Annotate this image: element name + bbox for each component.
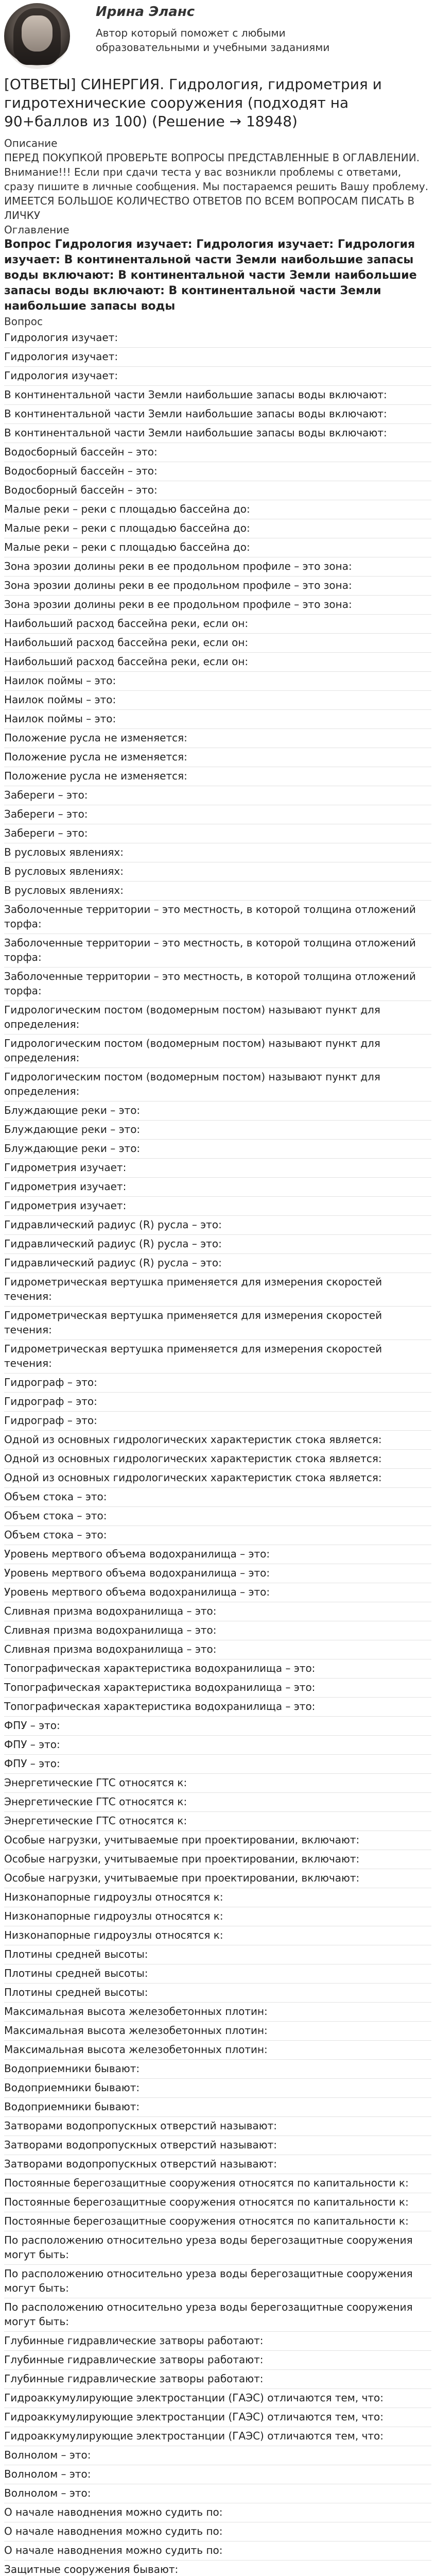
question-item: Гидрометрия изучает: xyxy=(4,1159,431,1178)
question-item: Одной из основных гидрологических характеристик стока является: xyxy=(4,1469,431,1488)
question-item: Наилок поймы – это: xyxy=(4,710,431,729)
question-item: Плотины средней высоты: xyxy=(4,1984,431,2003)
question-item: Наибольший расход бассейна реки, если он: xyxy=(4,653,431,672)
question-item: Водоприемники бывают: xyxy=(4,2079,431,2098)
question-item: Гидравлический радиус (R) русла – это: xyxy=(4,1254,431,1273)
question-item: Водосборный бассейн – это: xyxy=(4,462,431,481)
question-item: Сливная призма водохранилища – это: xyxy=(4,1602,431,1621)
question-item: По расположению относительно уреза воды берегозащитные сооружения могут быть: xyxy=(4,2231,431,2265)
question-item: Затворами водопропускных отверстий называют: xyxy=(4,2155,431,2174)
question-item: Объем стока – это: xyxy=(4,1488,431,1507)
question-item: В континентальной части Земли наибольшие запасы воды включают: xyxy=(4,424,431,443)
author-card xyxy=(4,3,426,69)
question-item: Низконапорные гидроузлы относятся к: xyxy=(4,1907,431,1926)
question-item: Блуждающие реки – это: xyxy=(4,1101,431,1121)
question-heading: Вопрос Гидрология изучает: Гидрология изучает: Гидрология изучает: В континентальной части Земли наибольшие запасы воды включают: В континентальной части Земли наибольшие запасы воды включают: В континентальной части Земли наибольшие запасы воды xyxy=(4,238,417,313)
question-item: Наибольший расход бассейна реки, если он: xyxy=(4,615,431,634)
question-item: Топографическая характеристика водохранилища – это: xyxy=(4,1679,431,1698)
question-item: Водоприемники бывают: xyxy=(4,2098,431,2117)
page-title: [ОТВЕТЫ] СИНЕРГИЯ. Гидрология, гидрометрия и гидротехнические сооружения (подходят на 90+баллов из 100) (Решение → 18948) xyxy=(4,76,382,130)
question-item: Энергетические ГТС относятся к: xyxy=(4,1774,431,1793)
question-item: Сливная призма водохранилища – это: xyxy=(4,1621,431,1640)
question-item: По расположению относительно уреза воды берегозащитные сооружения могут быть: xyxy=(4,2298,431,2332)
question-item: Гидрометрическая вертушка применяется для измерения скоростей течения: xyxy=(4,1307,431,1340)
question-item: Забереги – это: xyxy=(4,786,431,805)
question-item: Объем стока – это: xyxy=(4,1526,431,1545)
description-line-2: Внимание!!! Если при сдачи теста у вас возникли проблемы с ответами, сразу пишите в личные сообщения. Мы постараемся решить Вашу проблему. xyxy=(4,166,429,193)
question-item: Постоянные берегозащитные сооружения относятся по капитальности к: xyxy=(4,2174,431,2193)
question-item: Заболоченные территории – это местность, в которой толщина отложений торфа: xyxy=(4,934,431,968)
question-item: Глубинные гидравлические затворы работают: xyxy=(4,2332,431,2351)
question-item: Топографическая характеристика водохранилища – это: xyxy=(4,1659,431,1679)
question-item: Водосборный бассейн – это: xyxy=(4,443,431,462)
question-item: Топографическая характеристика водохранилища – это: xyxy=(4,1698,431,1717)
question-item: Гидроаккумулирующие электростанции (ГАЭС) отличаются тем, что: xyxy=(4,2427,431,2446)
question-item: Положение русла не изменяется: xyxy=(4,748,431,767)
question-item: Особые нагрузки, учитываемые при проектировании, включают: xyxy=(4,1850,431,1869)
question-item: Максимальная высота железобетонных плотин: xyxy=(4,2003,431,2022)
question-item: Заболоченные территории – это местность, в которой толщина отложений торфа: xyxy=(4,901,431,934)
question-item: Особые нагрузки, учитываемые при проектировании, включают: xyxy=(4,1869,431,1888)
question-item: Волнолом – это: xyxy=(4,2465,431,2484)
question-item: Глубинные гидравлические затворы работают: xyxy=(4,2370,431,2389)
question-item: Положение русла не изменяется: xyxy=(4,767,431,786)
question-item: Волнолом – это: xyxy=(4,2446,431,2465)
question-item: Блуждающие реки – это: xyxy=(4,1140,431,1159)
question-item: Гидравлический радиус (R) русла – это: xyxy=(4,1235,431,1254)
question-item: Одной из основных гидрологических характеристик стока является: xyxy=(4,1450,431,1469)
question-item: Сливная призма водохранилища – это: xyxy=(4,1640,431,1659)
question-item: Волнолом – это: xyxy=(4,2484,431,2503)
question-item: Гидрометрия изучает: xyxy=(4,1178,431,1197)
question-item: Гидрологическим постом (водомерным постом) называют пункт для определения: xyxy=(4,1035,431,1068)
question-item: Наилок поймы – это: xyxy=(4,672,431,691)
question-item: О начале наводнения можно судить по: xyxy=(4,2541,431,2561)
question-item: Затворами водопропускных отверстий называют: xyxy=(4,2117,431,2136)
question-item: Зона эрозии долины реки в ее продольном профиле – это зона: xyxy=(4,577,431,596)
question-item: Малые реки – реки с площадью бассейна до: xyxy=(4,538,431,557)
question-item: Затворами водопропускных отверстий называют: xyxy=(4,2136,431,2155)
question-item: В русловых явлениях: xyxy=(4,843,431,862)
question-item: ФПУ – это: xyxy=(4,1717,431,1736)
question-item: Низконапорные гидроузлы относятся к: xyxy=(4,1888,431,1907)
document-content xyxy=(4,75,431,2576)
question-item: Гидрометрическая вертушка применяется для измерения скоростей течения: xyxy=(4,1273,431,1307)
question-item: Гидроаккумулирующие электростанции (ГАЭС) отличаются тем, что: xyxy=(4,2389,431,2408)
avatar-face xyxy=(22,15,53,52)
question-item: Малые реки – реки с площадью бассейна до: xyxy=(4,519,431,538)
question-item: ФПУ – это: xyxy=(4,1736,431,1755)
question-item: Гидроаккумулирующие электростанции (ГАЭС) отличаются тем, что: xyxy=(4,2408,431,2427)
question-item: Глубинные гидравлические затворы работают: xyxy=(4,2351,431,2370)
toc-label: Оглавление xyxy=(4,224,69,236)
question-item: Защитные сооружения бывают: xyxy=(4,2561,431,2576)
question-item: Энергетические ГТС относятся к: xyxy=(4,1812,431,1831)
question-item: Особые нагрузки, учитываемые при проектировании, включают: xyxy=(4,1831,431,1850)
question-item: Гидрология изучает: xyxy=(4,329,431,348)
question-item: Плотины средней высоты: xyxy=(4,1964,431,1984)
question-item: Зона эрозии долины реки в ее продольном профиле – это зона: xyxy=(4,596,431,615)
question-item: В континентальной части Земли наибольшие запасы воды включают: xyxy=(4,405,431,424)
question-item: В русловых явлениях: xyxy=(4,862,431,882)
question-item: Максимальная высота железобетонных плотин: xyxy=(4,2041,431,2060)
question-item: Уровень мертвого объема водохранилища – это: xyxy=(4,1583,431,1602)
question-item: Водоприемники бывают: xyxy=(4,2060,431,2079)
question-item: ФПУ – это: xyxy=(4,1755,431,1774)
question-item: Гидрограф – это: xyxy=(4,1412,431,1431)
question-item: Гидрологическим постом (водомерным постом) называют пункт для определения: xyxy=(4,1068,431,1101)
question-item: Объем стока – это: xyxy=(4,1507,431,1526)
description-line-1: ПЕРЕД ПОКУПКОЙ ПРОВЕРЬТЕ ВОПРОСЫ ПРЕДСТАВЛЕННЫЕ В ОГЛАВЛЕНИИ. xyxy=(4,151,420,164)
question-list xyxy=(4,329,431,2576)
question-item: Гидрограф – это: xyxy=(4,1393,431,1412)
question-item: О начале наводнения можно судить по: xyxy=(4,2522,431,2541)
question-item: Гидрологическим постом (водомерным постом) называют пункт для определения: xyxy=(4,1001,431,1035)
question-item: Гидравлический радиус (R) русла – это: xyxy=(4,1216,431,1235)
question-item: Гидрометрическая вертушка применяется для измерения скоростей течения: xyxy=(4,1340,431,1374)
question-item: Максимальная высота железобетонных плотин: xyxy=(4,2022,431,2041)
question-item: Заболоченные территории – это местность, в которой толщина отложений торфа: xyxy=(4,968,431,1001)
description-line-3: ИМЕЕТСЯ БОЛЬШОЕ КОЛИЧЕСТВО ОТВЕТОВ ПО ВСЕМ ВОПРОСАМ ПИСАТЬ В ЛИЧКУ xyxy=(4,195,415,222)
question-item: Положение русла не изменяется: xyxy=(4,729,431,748)
question-item: Наилок поймы – это: xyxy=(4,691,431,710)
question-item: Гидрограф – это: xyxy=(4,1374,431,1393)
question-item: Забереги – это: xyxy=(4,805,431,824)
question-item: В русловых явлениях: xyxy=(4,882,431,901)
question-item: Водосборный бассейн – это: xyxy=(4,481,431,500)
question-item: Одной из основных гидрологических характеристик стока является: xyxy=(4,1431,431,1450)
question-item: В континентальной части Земли наибольшие запасы воды включают: xyxy=(4,386,431,405)
question-item: Малые реки – реки с площадью бассейна до: xyxy=(4,500,431,519)
question-item: Зона эрозии долины реки в ее продольном профиле – это зона: xyxy=(4,557,431,577)
question-item: Постоянные берегозащитные сооружения относятся по капитальности к: xyxy=(4,2212,431,2231)
question-item: Гидрология изучает: xyxy=(4,367,431,386)
author-name[interactable]: Ирина Эланс xyxy=(96,4,195,20)
question-item: О начале наводнения можно судить по: xyxy=(4,2503,431,2522)
question-label: Вопрос xyxy=(4,315,43,328)
question-item: Забереги – это: xyxy=(4,824,431,843)
question-item: Низконапорные гидроузлы относятся к: xyxy=(4,1926,431,1945)
question-item: Гидрометрия изучает: xyxy=(4,1197,431,1216)
question-item: Плотины средней высоты: xyxy=(4,1945,431,1964)
question-item: По расположению относительно уреза воды берегозащитные сооружения могут быть: xyxy=(4,2265,431,2298)
question-item: Энергетические ГТС относятся к: xyxy=(4,1793,431,1812)
author-avatar[interactable] xyxy=(4,3,70,69)
question-item: Наибольший расход бассейна реки, если он: xyxy=(4,634,431,653)
question-item: Гидрология изучает: xyxy=(4,348,431,367)
author-description: Автор который поможет с любыми образовательными и учебными заданиями xyxy=(96,27,330,54)
question-item: Постоянные берегозащитные сооружения относятся по капитальности к: xyxy=(4,2193,431,2212)
description-label: Описание xyxy=(4,137,58,149)
question-item: Уровень мертвого объема водохранилища – это: xyxy=(4,1545,431,1564)
question-item: Блуждающие реки – это: xyxy=(4,1121,431,1140)
question-item: Уровень мертвого объема водохранилища – это: xyxy=(4,1564,431,1583)
